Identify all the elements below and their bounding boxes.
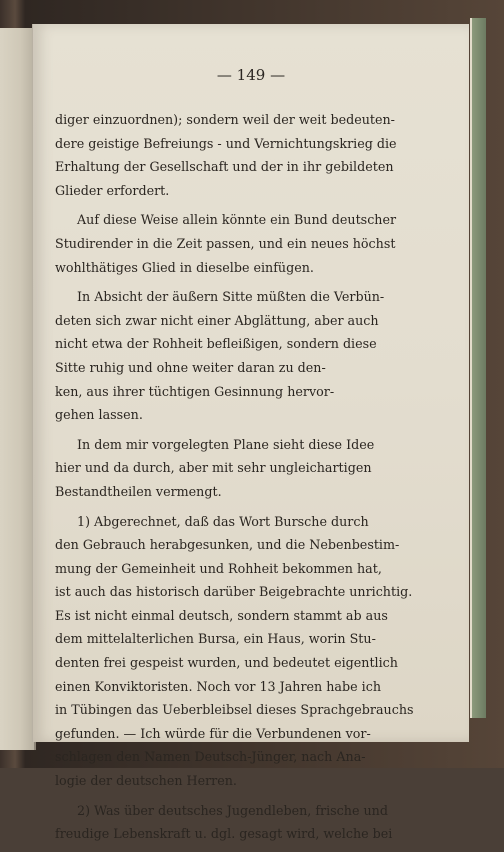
text-line: Sitte ruhig und ohne weiter daran zu den-	[55, 359, 326, 375]
text-line: Bestandtheilen vermengt.	[55, 483, 222, 499]
left-page-edge	[0, 28, 36, 750]
paragraph-5	[55, 510, 414, 793]
book-page	[32, 24, 469, 842]
text-line: Es ist nicht einmal deutsch, sondern stammt ab aus	[55, 607, 388, 623]
text-line: Studirender in die Zeit passen, und ein neues höchst	[55, 235, 396, 251]
book-cover-edge	[470, 18, 486, 718]
text-line: Auf diese Weise allein könnte ein Bund deutscher	[77, 212, 397, 228]
text-line: Glieder erfordert.	[55, 182, 170, 198]
paragraph-1	[55, 108, 403, 202]
text-line: gefunden. — Ich würde für die Verbundenen vor-	[55, 725, 371, 741]
page-number-header: — 149 —	[216, 66, 286, 84]
text-line: Erhaltung der Gesellschaft und der in ihr gebildeten	[55, 159, 394, 175]
text-line: in Tübingen das Ueberbleibsel dieses Sprachgebrauchs	[55, 702, 414, 718]
page-text	[55, 108, 414, 852]
text-line: 1) Abgerechnet, daß das Wort Bursche durch	[77, 513, 369, 529]
text-line: ken, aus ihrer tüchtigen Gesinnung hervor-	[55, 383, 335, 399]
paragraph-2	[55, 208, 403, 279]
text-line: In Absicht der äußern Sitte müßten die Verbün-	[77, 289, 385, 305]
paragraph-3	[55, 285, 403, 427]
text-line: dere geistige Befreiungs - und Vernichtungskrieg die	[55, 135, 397, 151]
text-line: hier und da durch, aber mit sehr ungleichartigen	[55, 460, 372, 476]
text-line: logie der deutschen Herren.	[55, 773, 237, 789]
text-line: mung der Gemeinheit und Rohheit bekommen hat,	[55, 560, 382, 576]
paragraph-6	[55, 799, 403, 846]
text-line: gehen lassen.	[55, 407, 143, 423]
text-line: 2) Was über deutsches Jugendleben, frische und	[77, 802, 388, 818]
text-line: wohlthätiges Glied in dieselbe einfügen.	[55, 259, 314, 275]
text-line: nicht etwa der Rohheit befleißigen, sondern diese	[55, 336, 377, 352]
text-line: einen Konviktoristen. Noch vor 13 Jahren habe ich	[55, 678, 381, 694]
text-line: dem mittelalterlichen Bursa, ein Haus, worin Stu-	[55, 631, 376, 647]
text-line: freudige Lebenskraft u. dgl. gesagt wird, welche bei	[55, 826, 393, 842]
paragraph-4	[55, 433, 403, 504]
text-line: diger einzuordnen); sondern weil der weit bedeuten-	[55, 112, 395, 127]
text-line: deten sich zwar nicht einer Abglättung, aber auch	[55, 312, 379, 328]
text-line: denten frei gespeist wurden, und bedeutet eigentlich	[55, 655, 398, 671]
text-line: schlagen den Namen Deutsch-Jünger, nach Ana-	[55, 749, 366, 765]
text-line: ist auch das historisch darüber Beigebrachte unrichtig.	[55, 584, 413, 600]
text-line: den Gebrauch herabgesunken, und die Nebenbestim-	[55, 537, 400, 553]
text-line: In dem mir vorgelegten Plane sieht diese Idee	[77, 436, 375, 452]
